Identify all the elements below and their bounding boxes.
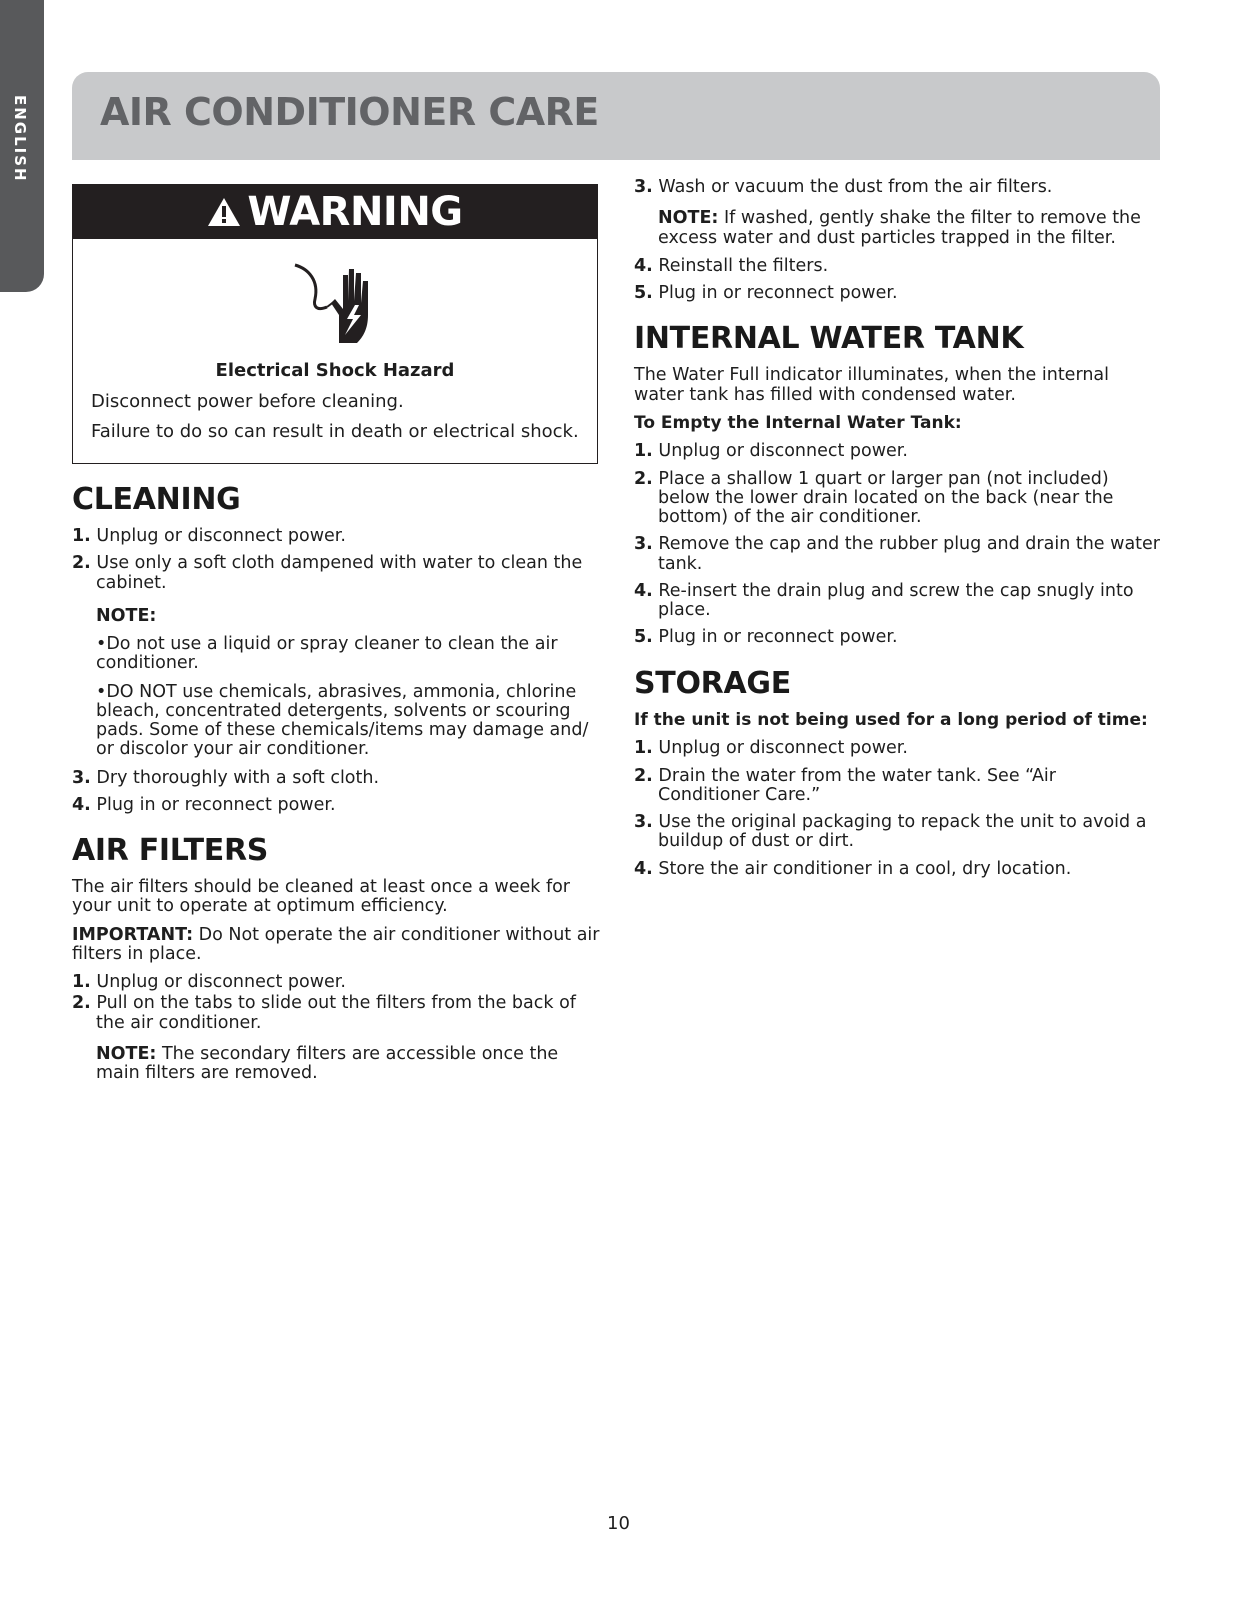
page-number: 10 [607,1513,630,1534]
step-number: 2. [634,765,653,786]
section-title: AIR CONDITIONER CARE [100,90,599,134]
step-number: 5. [634,627,653,648]
storage-step-4 [634,860,1160,879]
storage-step-3 [634,813,1160,852]
water-tank-heading: INTERNAL WATER TANK [634,321,1024,357]
cleaning-heading: CLEANING [72,482,241,518]
cleaning-step-2 [72,554,602,593]
storage-step-1 [634,739,1160,758]
step-text: Unplug or disconnect power. [96,526,346,547]
step-number: 1. [72,972,91,993]
cleaning-step-4 [72,796,602,815]
step-number: 3. [634,177,653,197]
step-number: 5. [634,283,653,303]
step-text: Unplug or disconnect power. [96,972,346,993]
step-text: Reinstall the filters. [658,255,829,276]
air-filters-note: NOTE: The secondary filters are accessible once the main filters are removed. [96,1043,559,1084]
step-text: Pull on the tabs to slide out the filters from the back of the air conditioner. [96,993,576,1033]
hazard-title: Electrical Shock Hazard [215,360,455,381]
cleaning-step-1 [72,527,602,546]
step-number: 4. [634,255,653,276]
cleaning-note-label: NOTE: [96,605,157,626]
water-tank-step-5 [634,628,1160,647]
warning-heading: WARNING [247,189,463,235]
storage-heading: STORAGE [634,665,791,701]
section-banner [72,72,1160,160]
water-tank-step-1 [634,442,1160,461]
step-number: 2. [72,993,91,1014]
air-filters-heading: AIR FILTERS [72,833,269,869]
water-tank-step-3 [634,535,1160,574]
air-filters-step-2 [72,994,602,1033]
step-number: 1. [634,441,653,462]
water-tank-step-2 [634,470,1160,528]
step-number: 2. [72,553,91,574]
step-number: 4. [634,858,653,879]
step-text: Use the original packaging to repack the unit to avoid a buildup of dust or dirt. [658,812,1147,852]
step-number: 1. [634,738,653,759]
step-number: 1. [72,526,91,547]
cleaning-note-bullet-2: •DO NOT use chemicals, abrasives, ammonia, chlorine bleach, concentrated detergents, solvents or scouring pads. Some of these chemicals/items may damage and/ or discolor your air conditioner. [96,681,589,760]
storage-subheading: If the unit is not being used for a long period of time: [634,709,1148,730]
water-tank-step-4 [634,582,1160,621]
step-text: Unplug or disconnect power. [658,738,908,759]
step-text: Place a shallow 1 quart or larger pan (not included) below the lower drain located on the back (near the bottom) of the air conditioner. [658,468,1114,528]
step-number: 3. [72,767,91,788]
step-text: Use only a soft cloth dampened with water to clean the cabinet. [96,553,583,593]
air-filters-step-3 [634,178,1160,197]
step-text: Re-insert the drain plug and screw the cap snugly into place. [658,580,1134,621]
storage-step-2 [634,767,1160,806]
left-column [72,178,602,1092]
step-text: Plug in or reconnect power. [96,794,336,815]
step-text: Unplug or disconnect power. [658,441,908,462]
water-tank-intro: The Water Full indicator illuminates, when the internal water tank has filled with condensed water. [634,365,1110,405]
step-text: Plug in or reconnect power. [658,627,898,648]
step-number: 4. [72,794,91,815]
language-tab [0,0,44,292]
air-filters-step-4 [634,257,1160,276]
air-filters-intro: The air filters should be cleaned at least once a week for your unit to operate at optimum efficiency. [72,877,571,917]
electrical-shock-hand-icon [287,255,383,351]
air-filters-note-2: NOTE: If washed, gently shake the filter to remove the excess water and dust particles trapped in the filter. [658,208,1141,248]
water-tank-subheading: To Empty the Internal Water Tank: [634,412,962,433]
warning-body [73,239,597,463]
air-filters-step-5 [634,284,1160,303]
cleaning-note-bullet-1: •Do not use a liquid or spray cleaner to clean the air conditioner. [96,634,558,674]
warning-line-1: Disconnect power before cleaning. [91,390,404,412]
right-column [634,178,1160,887]
step-text: Dry thoroughly with a soft cloth. [96,767,380,788]
step-number: 2. [634,468,653,489]
step-text: Drain the water from the water tank. See “Air Conditioner Care.” [658,765,1056,805]
step-number: 3. [634,812,653,833]
warning-triangle-icon [207,196,241,228]
air-filters-important: IMPORTANT: Do Not operate the air conditioner without air filters in place. [72,924,600,964]
cleaning-step-3 [72,769,602,788]
language-tab-label: ENGLISH [11,95,29,183]
warning-header [73,185,597,239]
step-text: Wash or vacuum the dust from the air filters. [658,177,1053,197]
warning-line-2: Failure to do so can result in death or electrical shock. [91,421,579,443]
step-number: 3. [634,534,653,555]
step-number: 4. [634,580,653,601]
step-text: Plug in or reconnect power. [658,283,898,303]
air-filters-step-1 [72,973,602,992]
step-text: Remove the cap and the rubber plug and drain the water tank. [658,534,1160,574]
warning-box [72,184,598,464]
step-text: Store the air conditioner in a cool, dry location. [658,858,1072,879]
